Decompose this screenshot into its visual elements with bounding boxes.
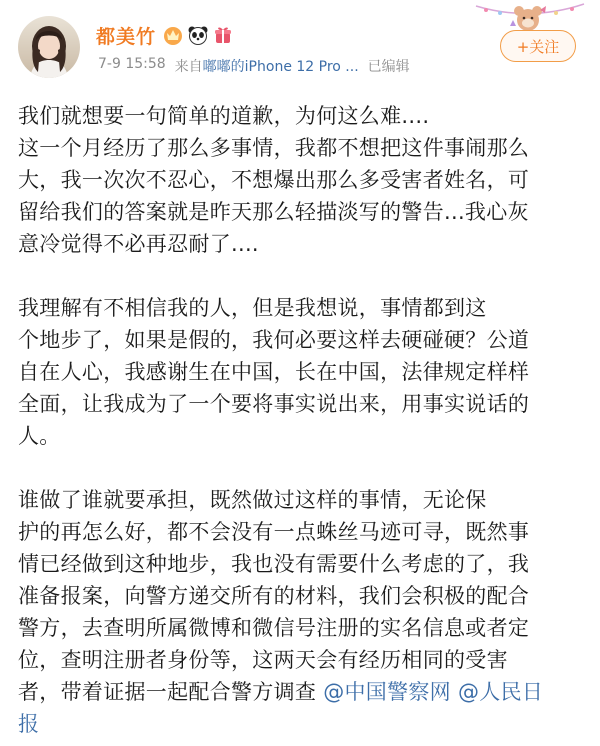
content-line: 我们就想要一句简单的道歉，为何这么难....: [18, 104, 430, 128]
panda-icon[interactable]: [187, 24, 209, 46]
content-line: 这一个月经历了那么多事情，我都不想把这件事闹那么: [18, 136, 530, 160]
post-date: 7-9 15:58: [98, 56, 166, 72]
post-header: [0, 0, 600, 92]
content-line-with-mentions: [18, 676, 543, 706]
author-row: [96, 22, 237, 48]
card-decoration-icon: [470, 0, 590, 34]
source-prefix: 来自: [174, 59, 203, 75]
content-line: 大，我一次次不忍心，不想爆出那么多受害者姓名，可: [18, 168, 530, 192]
content-line: 护的再怎么好，都不会没有一点蛛丝马迹可寻，既然事: [18, 520, 530, 544]
follow-button[interactable]: +关注: [500, 30, 576, 62]
mention-link[interactable]: @人民日: [457, 680, 544, 704]
content-line: 人。: [18, 424, 61, 448]
mention-link-continued[interactable]: 报: [18, 712, 40, 736]
content-line: 自在人心，我感谢生在中国，长在中国，法律规定样样: [18, 360, 530, 384]
content-line: 我理解有不相信我的人，但是我想说，事情都到这: [18, 296, 487, 320]
content-line: 个地步了，如果是假的，我何必要这样去硬碰硬？公道: [18, 328, 530, 352]
gift-icon[interactable]: [212, 24, 234, 46]
mention-link[interactable]: @中国警察网: [323, 680, 451, 704]
content-text: 者，带着证据一起配合警方调查: [18, 680, 324, 704]
post-meta: [98, 56, 419, 76]
content-line: 准备报案，向警方递交所有的材料，我们会积极的配合: [18, 584, 530, 608]
content-line: 警方，去查明所属微博和微信号注册的实名信息或者定: [18, 616, 530, 640]
content-line: 全面，让我成为了一个要将事实说出来，用事实说话的: [18, 392, 530, 416]
username[interactable]: 都美竹: [96, 25, 157, 48]
content-line: 位，查明注册者身份等，这两天会有经历相同的受害: [18, 648, 508, 672]
content-line: 意冷觉得不必再忍耐了....: [18, 232, 259, 256]
avatar[interactable]: [18, 16, 80, 78]
badge-list: [162, 24, 237, 46]
edited-label[interactable]: 已编辑: [367, 59, 410, 75]
content-line: 情已经做到这种地步，我也没有需要什么考虑的了，我: [18, 552, 530, 576]
content-line: 留给我们的答案就是昨天那么轻描淡写的警告...我心灰: [18, 200, 529, 224]
crown-icon[interactable]: [162, 24, 184, 46]
content-line: 谁做了谁就要承担，既然做过这样的事情，无论保: [18, 488, 487, 512]
source-device-link[interactable]: 嘟嘟的iPhone 12 Pro ...: [202, 59, 359, 75]
